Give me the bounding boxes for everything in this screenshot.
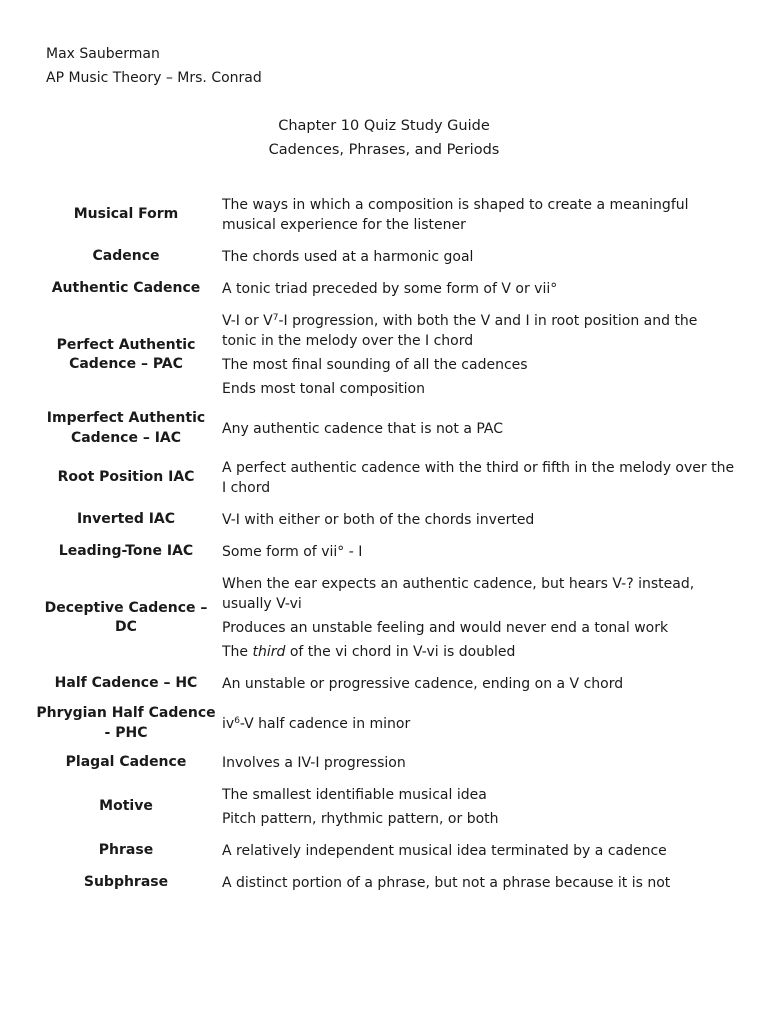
glossary-table [36, 190, 736, 900]
glossary-row [36, 780, 736, 836]
glossary-definitions [216, 712, 736, 736]
glossary-row [36, 190, 736, 242]
glossary-definition: A distinct portion of a phrase, but not a phrase because it is not [222, 875, 671, 891]
glossary-definition: A relatively independent musical idea terminated by a cadence [222, 843, 667, 859]
glossary-definitions [216, 456, 736, 500]
glossary-row [36, 242, 736, 274]
definition-text: of the vi chord in V-vi is doubled [285, 644, 516, 660]
glossary-term: Phrase [98, 842, 154, 859]
glossary-term: Cadence [92, 248, 160, 265]
glossary-definition [222, 311, 736, 351]
glossary-definitions [216, 277, 736, 301]
glossary-definition: A tonic triad preceded by some form of V or vii° [222, 281, 558, 297]
glossary-definition: Any authentic cadence that is not a PAC [222, 420, 503, 437]
glossary-definition: V-I with either or both of the chords inverted [222, 512, 535, 528]
definition-text: -V half cadence in minor [239, 715, 411, 732]
glossary-definition: A perfect authentic cadence with the third or fifth in the melody over the I chord [222, 460, 735, 496]
glossary-definitions [216, 672, 736, 696]
definition-text: V-I or V [222, 313, 273, 329]
glossary-definition: When the ear expects an authentic cadence, but hears V-? instead, usually V-vi [222, 576, 695, 612]
document-header [46, 42, 262, 90]
glossary-row [36, 836, 736, 868]
glossary-row [36, 505, 736, 537]
glossary-row [36, 537, 736, 569]
glossary-definition: An unstable or progressive cadence, ending on a V chord [222, 676, 624, 692]
glossary-term: Phrygian Half Cadence - PHC [36, 705, 216, 741]
glossary-row [36, 669, 736, 701]
glossary-row [36, 569, 736, 669]
glossary-definition: Produces an unstable feeling and would never end a tonal work [222, 620, 669, 636]
glossary-definitions [216, 751, 736, 775]
definition-text: The [222, 644, 253, 660]
glossary-term: Deceptive Cadence – DC [44, 599, 208, 635]
glossary-term: Root Position IAC [57, 469, 195, 486]
glossary-definitions [216, 417, 736, 441]
glossary-definitions [216, 540, 736, 564]
glossary-definition: The ways in which a composition is shaped to create a meaningful musical experience for the listener [222, 197, 689, 233]
glossary-definitions [216, 871, 736, 895]
glossary-definition: Involves a IV-I progression [222, 755, 406, 771]
glossary-definitions [216, 572, 736, 664]
glossary-definitions [216, 839, 736, 863]
glossary-definition: The smallest identifiable musical idea [222, 787, 487, 803]
glossary-definition [222, 642, 736, 662]
glossary-row [36, 306, 736, 406]
glossary-row [36, 701, 736, 748]
glossary-definitions [216, 245, 736, 269]
author-name: Max Sauberman [46, 46, 160, 62]
glossary-term: Subphrase [83, 874, 169, 891]
glossary-definitions [216, 309, 736, 401]
glossary-definition: The most final sounding of all the cadences [222, 357, 528, 373]
glossary-definitions [216, 783, 736, 831]
glossary-term: Perfect Authentic Cadence – PAC [56, 336, 196, 372]
glossary-term: Motive [99, 798, 153, 815]
glossary-term: Imperfect Authentic Cadence – IAC [46, 410, 206, 446]
glossary-term: Leading-Tone IAC [58, 543, 194, 560]
glossary-row [36, 748, 736, 780]
glossary-term: Plagal Cadence [65, 754, 187, 771]
glossary-term: Musical Form [73, 206, 179, 223]
course-name: AP Music Theory – Mrs. Conrad [46, 70, 262, 86]
glossary-row [36, 274, 736, 306]
glossary-definition [222, 714, 736, 734]
document-subtitle: Cadences, Phrases, and Periods [268, 142, 500, 158]
glossary-definition: The chords used at a harmonic goal [222, 249, 474, 265]
superscript: 6 [234, 715, 240, 726]
glossary-definition: Some form of vii° - I [222, 544, 363, 560]
glossary-term: Half Cadence – HC [54, 675, 198, 692]
glossary-definitions [216, 193, 736, 237]
document-title: Chapter 10 Quiz Study Guide [278, 118, 490, 134]
document-titles [0, 114, 768, 162]
glossary-row [36, 868, 736, 900]
glossary-row [36, 453, 736, 505]
definition-text: iv [222, 715, 235, 732]
emphasis-text: third [252, 644, 286, 660]
glossary-definition: Pitch pattern, rhythmic pattern, or both [222, 811, 499, 827]
definition-text: -I progression, with both the V and I in root position and the tonic in the melody over the I chord [222, 313, 698, 349]
glossary-definition: Ends most tonal composition [222, 381, 425, 397]
glossary-definitions [216, 508, 736, 532]
glossary-row [36, 406, 736, 453]
superscript: 7 [272, 313, 279, 323]
glossary-term: Authentic Cadence [51, 280, 201, 297]
glossary-term: Inverted IAC [76, 511, 176, 528]
